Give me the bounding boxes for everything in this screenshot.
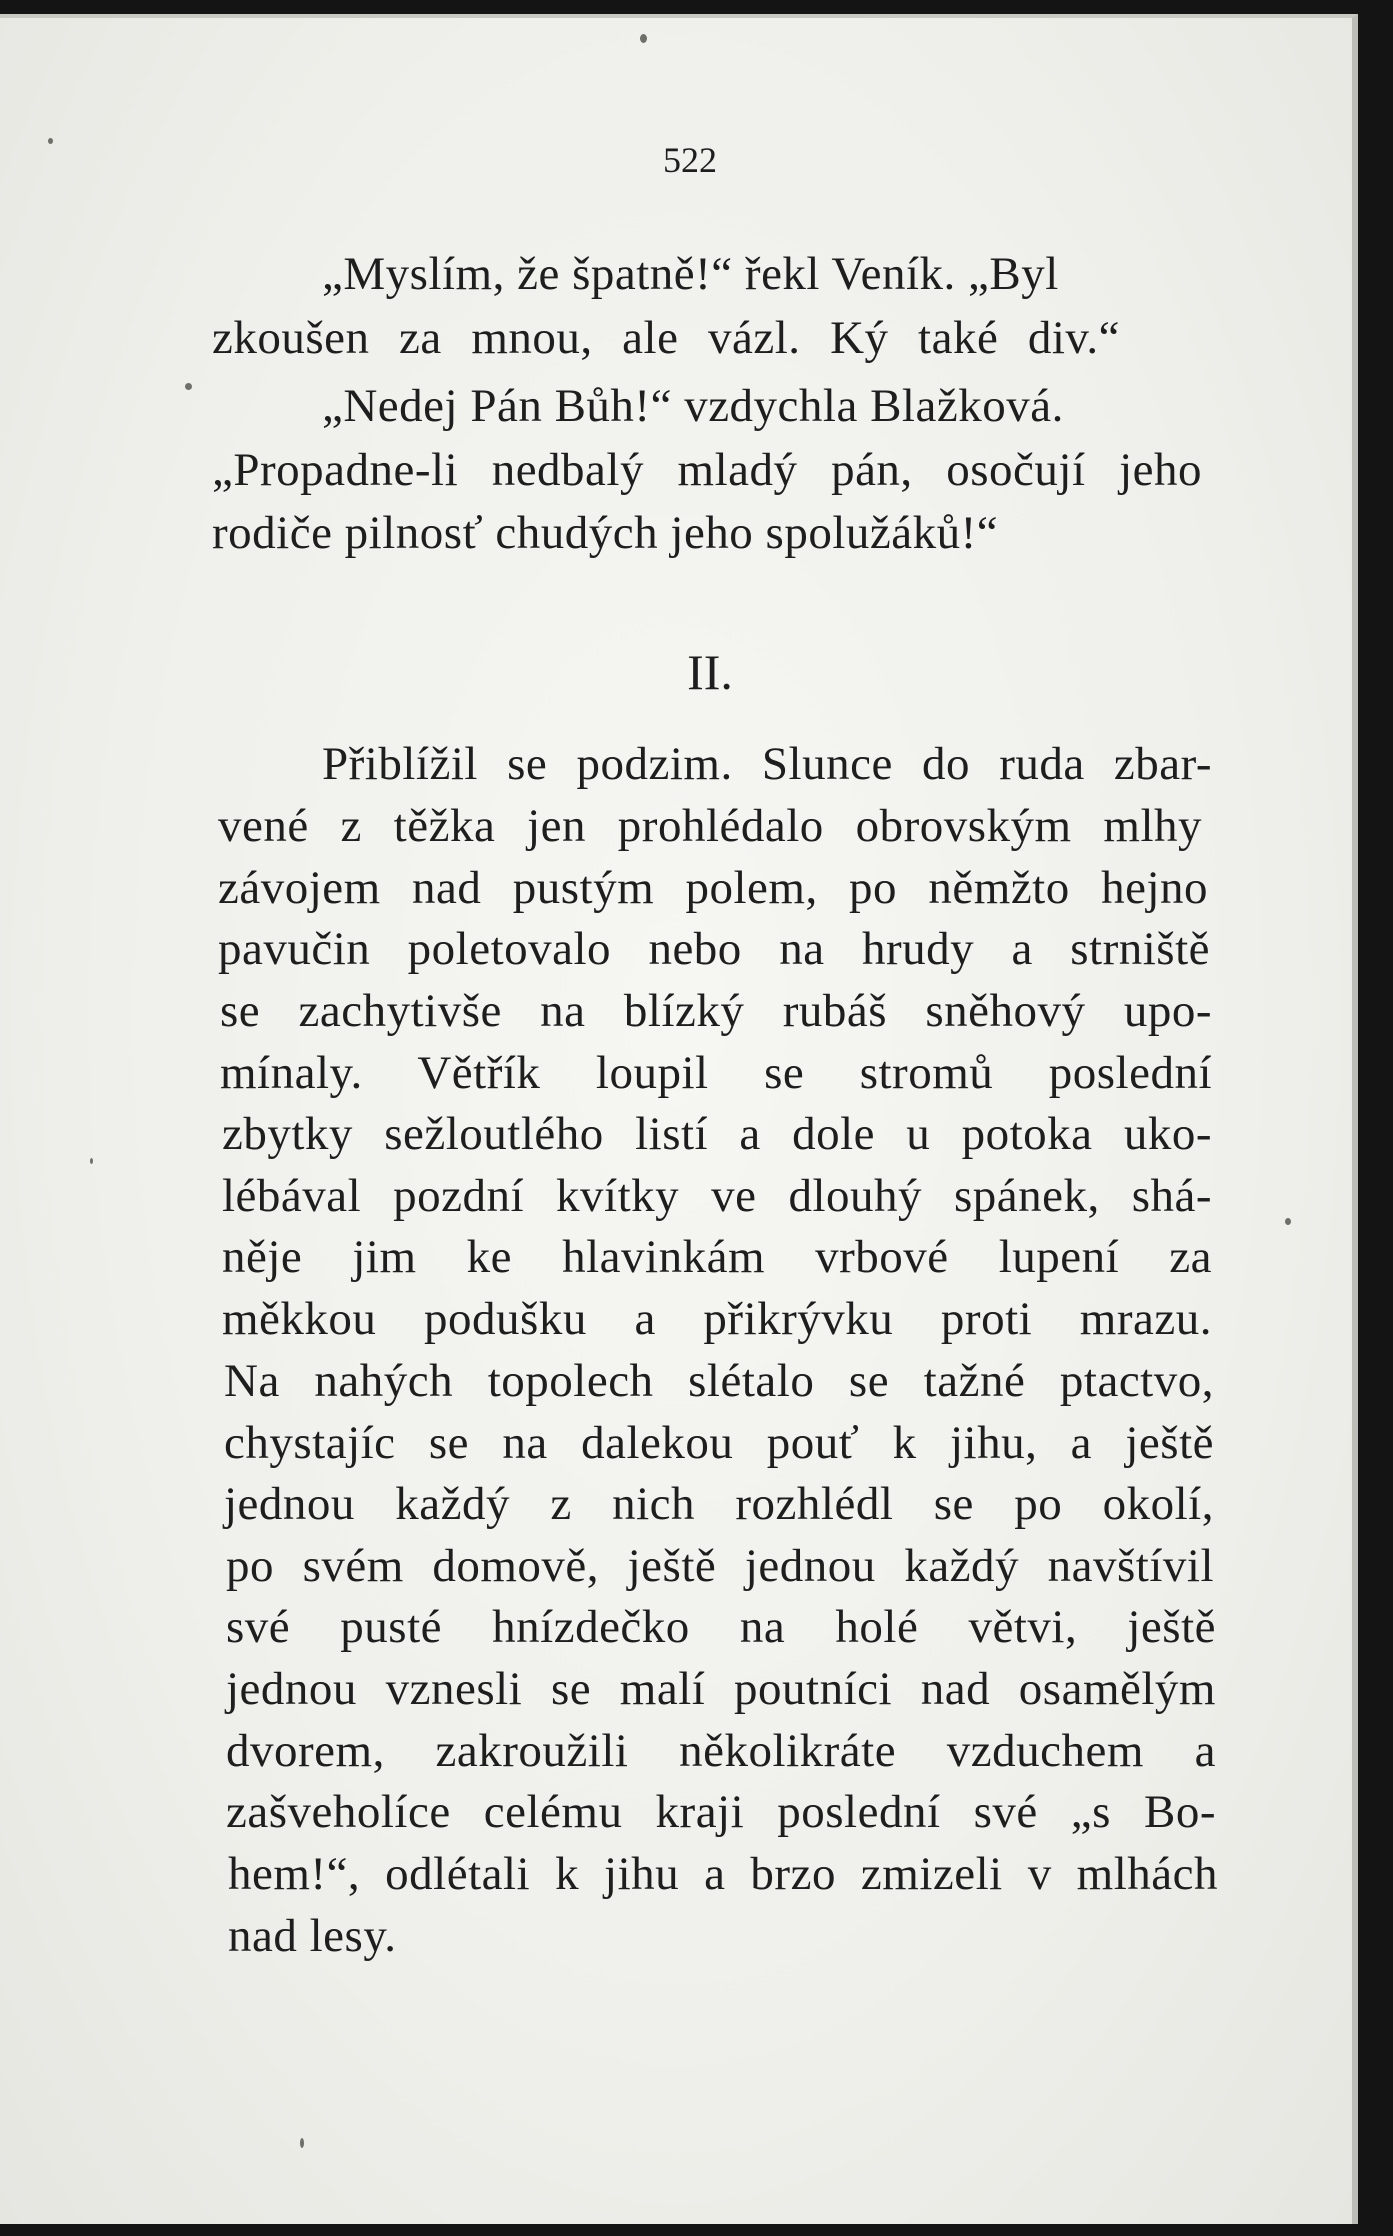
text-line: měkkou podušku a přikrývku proti mrazu. bbox=[222, 1293, 1212, 1345]
page-number: 522 bbox=[663, 140, 717, 180]
text-line: závojem nad pustým polem, po němžto hejno bbox=[218, 862, 1208, 914]
text-line: nad lesy. bbox=[228, 1910, 397, 1962]
section-heading: II. bbox=[687, 644, 733, 700]
text-line: zašveholíce celému kraji poslední své „s Bo- bbox=[226, 1786, 1216, 1838]
text-line: zbytky sežloutlého listí a dole u potoka uko- bbox=[222, 1108, 1212, 1160]
text-line: dvorem, zakroužili několikráte vzduchem a bbox=[226, 1725, 1216, 1777]
text-line: chystajíc se na dalekou pouť k jihu, a ještě bbox=[224, 1417, 1214, 1469]
text-line: rodiče pilnosť chudých jeho spolužáků!“ bbox=[212, 507, 999, 559]
paper-speck bbox=[1285, 1218, 1291, 1225]
text-line: hem!“, odlétali k jihu a brzo zmizeli v mlhách bbox=[228, 1848, 1218, 1900]
text-line: Na nahých topolech slétalo se tažné ptactvo, bbox=[224, 1355, 1214, 1407]
text-line: mínaly. Větřík loupil se stromů poslední bbox=[220, 1047, 1212, 1099]
paper-speck bbox=[48, 138, 53, 144]
text-line: se zachytivše na blízký rubáš sněhový upo- bbox=[220, 985, 1212, 1037]
paper-speck bbox=[90, 1158, 93, 1164]
paper-speck bbox=[640, 34, 647, 43]
text-line: něje jim ke hlavinkám vrbové lupení za bbox=[222, 1231, 1212, 1283]
text-line: jednou vznesli se malí poutníci nad osamělým bbox=[226, 1663, 1216, 1715]
text-line: „Nedej Pán Bůh!“ vzdychla Blažková. bbox=[322, 380, 1064, 432]
text-line: lébával pozdní kvítky ve dlouhý spánek, shá- bbox=[222, 1170, 1212, 1222]
text-line: pavučin poletovalo nebo na hrudy a strniště bbox=[218, 923, 1210, 975]
text-line: „Propadne-li nedbalý mladý pán, osočují jeho bbox=[212, 444, 1202, 496]
text-line: zkoušen za mnou, ale vázl. Ký také div.“ bbox=[212, 312, 1120, 364]
text-line: jednou každý z nich rozhlédl se po okolí, bbox=[224, 1478, 1214, 1530]
paper-speck bbox=[185, 383, 192, 390]
text-line: vené z těžka jen prohlédalo obrovským mlhy bbox=[218, 800, 1202, 852]
paper-speck bbox=[300, 2138, 304, 2148]
text-line: po svém domově, ještě jednou každý navštívil bbox=[226, 1540, 1214, 1592]
text-line: své pusté hnízdečko na holé větvi, ještě bbox=[226, 1601, 1216, 1653]
text-line: „Myslím, že špatně!“ řekl Veník. „Byl bbox=[322, 248, 1059, 300]
text-line: Přiblížil se podzim. Slunce do ruda zbar- bbox=[322, 738, 1212, 790]
